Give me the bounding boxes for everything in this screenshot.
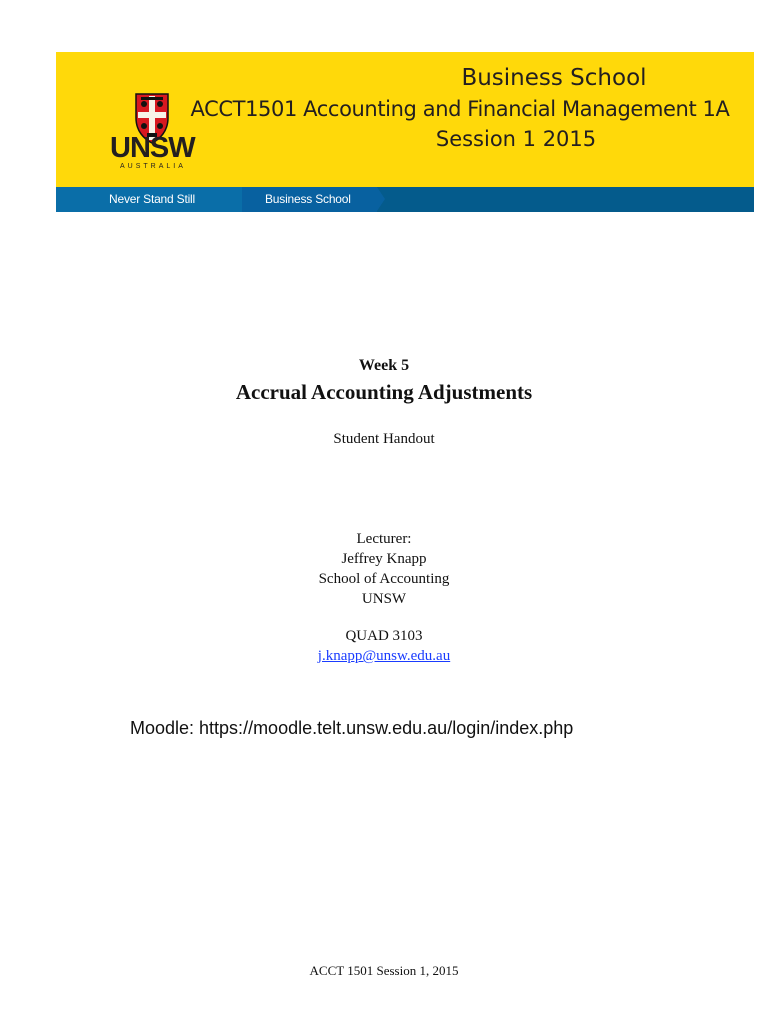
header-banner <box>56 52 754 212</box>
lecturer-label: Lecturer: <box>356 531 412 547</box>
band-label-business-school: Business School <box>265 192 351 206</box>
email-link-container <box>0 648 768 665</box>
week-label: Week 5 <box>358 357 410 374</box>
footer-text: ACCT 1501 Session 1, 2015 <box>309 963 459 978</box>
logo-subtext: AUSTRALIA <box>120 163 186 170</box>
handout-label: Student Handout <box>333 431 435 447</box>
band-label-never-stand-still: Never Stand Still <box>109 192 195 206</box>
logo-text: UNSW <box>110 132 195 164</box>
lecturer-institution: UNSW <box>361 591 407 607</box>
room-label: QUAD 3103 <box>345 628 423 644</box>
header-title: Business School <box>461 65 647 91</box>
lecturer-school: School of Accounting <box>318 571 450 587</box>
session-title: Session 1 2015 <box>435 127 597 151</box>
lecturer-info <box>0 529 768 609</box>
lecturer-name: Jeffrey Knapp <box>341 551 427 567</box>
document-title: Accrual Accounting Adjustments <box>235 380 533 404</box>
moodle-link-text: Moodle: https://moodle.telt.unsw.edu.au/login/index.php <box>130 718 574 738</box>
email-link[interactable]: j.knapp@unsw.edu.au <box>317 648 451 664</box>
navigation-band <box>56 187 754 212</box>
course-title: ACCT1501 Accounting and Financial Management 1A <box>190 97 730 121</box>
